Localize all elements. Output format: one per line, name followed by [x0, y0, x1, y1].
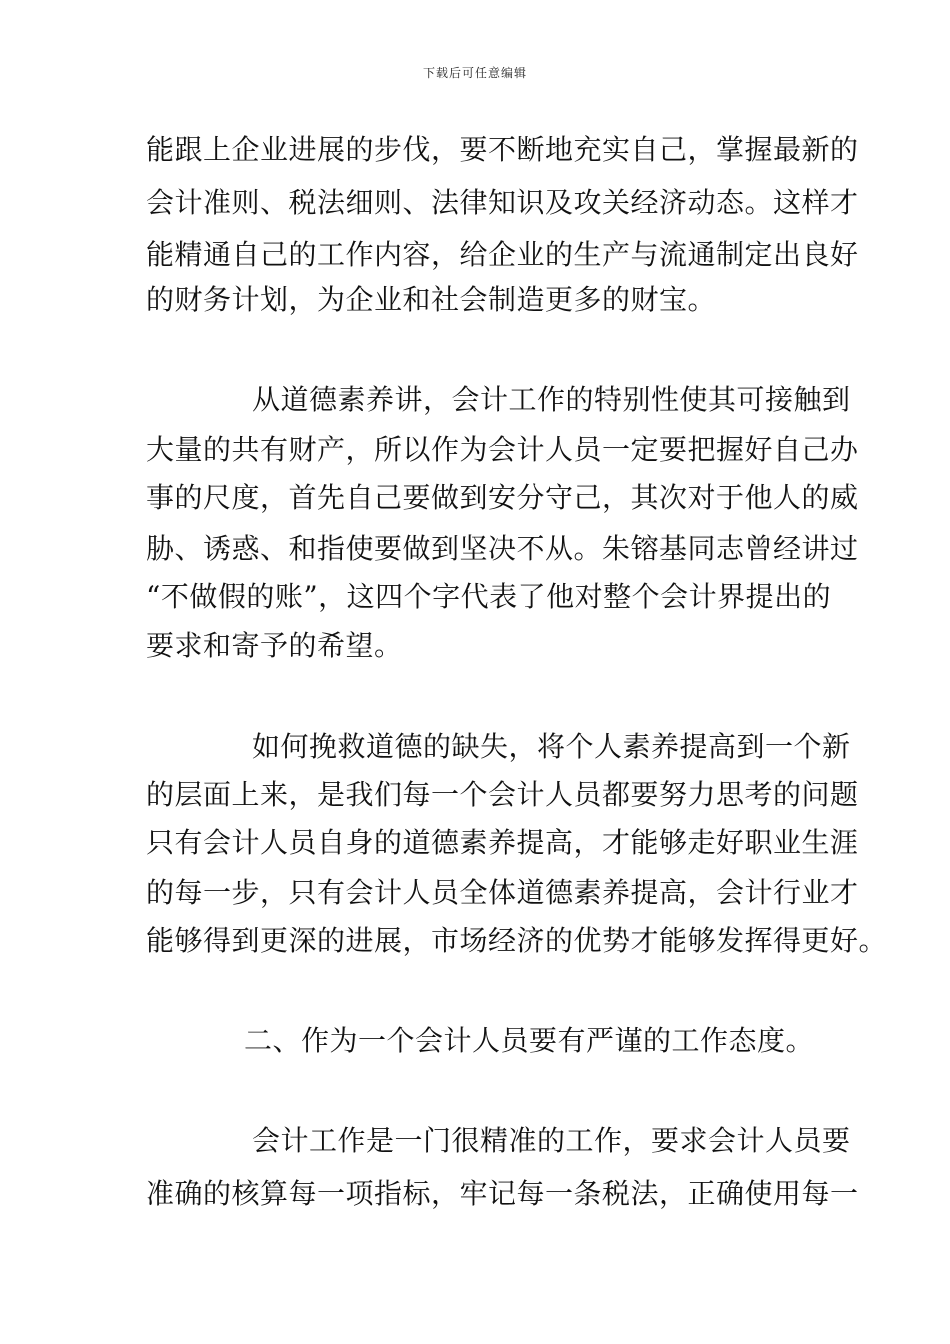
paragraph-2-line-5: “不做假的账”，这四个字代表了他对整个会计界提出的	[146, 580, 832, 613]
paragraph-2-line-3: 事的尺度，首先自己要做到安分守己，其次对于他人的威	[146, 481, 859, 514]
paragraph-3-line-5: 能够得到更深的进展，市场经济的优势才能够发挥得更好。	[146, 924, 888, 957]
paragraph-2-line-1: 从道德素养讲，会计工作的特别性使其可接触到	[252, 383, 851, 416]
paragraph-3-line-4: 的每一步，只有会计人员全体道德素养提高，会计行业才	[146, 876, 859, 909]
section-heading: 二、作为一个会计人员要有严谨的工作态度。	[244, 1024, 815, 1057]
paragraph-3-line-2: 的层面上来，是我们每一个会计人员都要努力思考的问题	[146, 778, 859, 811]
page-header: 下载后可任意编辑	[422, 66, 527, 80]
paragraph-1-line-3: 能精通自己的工作内容，给企业的生产与流通制定出良好	[146, 238, 859, 271]
paragraph-3-line-3: 只有会计人员自身的道德素养提高，才能够走好职业生涯	[146, 826, 859, 859]
paragraph-3-line-1: 如何挽救道德的缺失，将个人素养提高到一个新	[252, 730, 851, 763]
paragraph-2-line-6: 要求和寄予的希望。	[146, 629, 403, 662]
paragraph-1-line-2: 会计准则、税法细则、法律知识及攻关经济动态。这样才	[146, 186, 859, 219]
paragraph-1-line-1: 能跟上企业进展的步伐，要不断地充实自己，掌握最新的	[146, 133, 859, 166]
paragraph-1-line-4: 的财务计划，为企业和社会制造更多的财宝。	[146, 283, 717, 316]
paragraph-5-line-2: 准确的核算每一项指标，牢记每一条税法，正确使用每一	[146, 1177, 859, 1210]
paragraph-2-line-2: 大量的共有财产，所以作为会计人员一定要把握好自己办	[146, 433, 859, 466]
paragraph-5-line-1: 会计工作是一门很精准的工作，要求会计人员要	[252, 1124, 851, 1157]
paragraph-2-line-4: 胁、诱惑、和指使要做到坚决不从。朱镕基同志曾经讲过	[146, 532, 859, 565]
